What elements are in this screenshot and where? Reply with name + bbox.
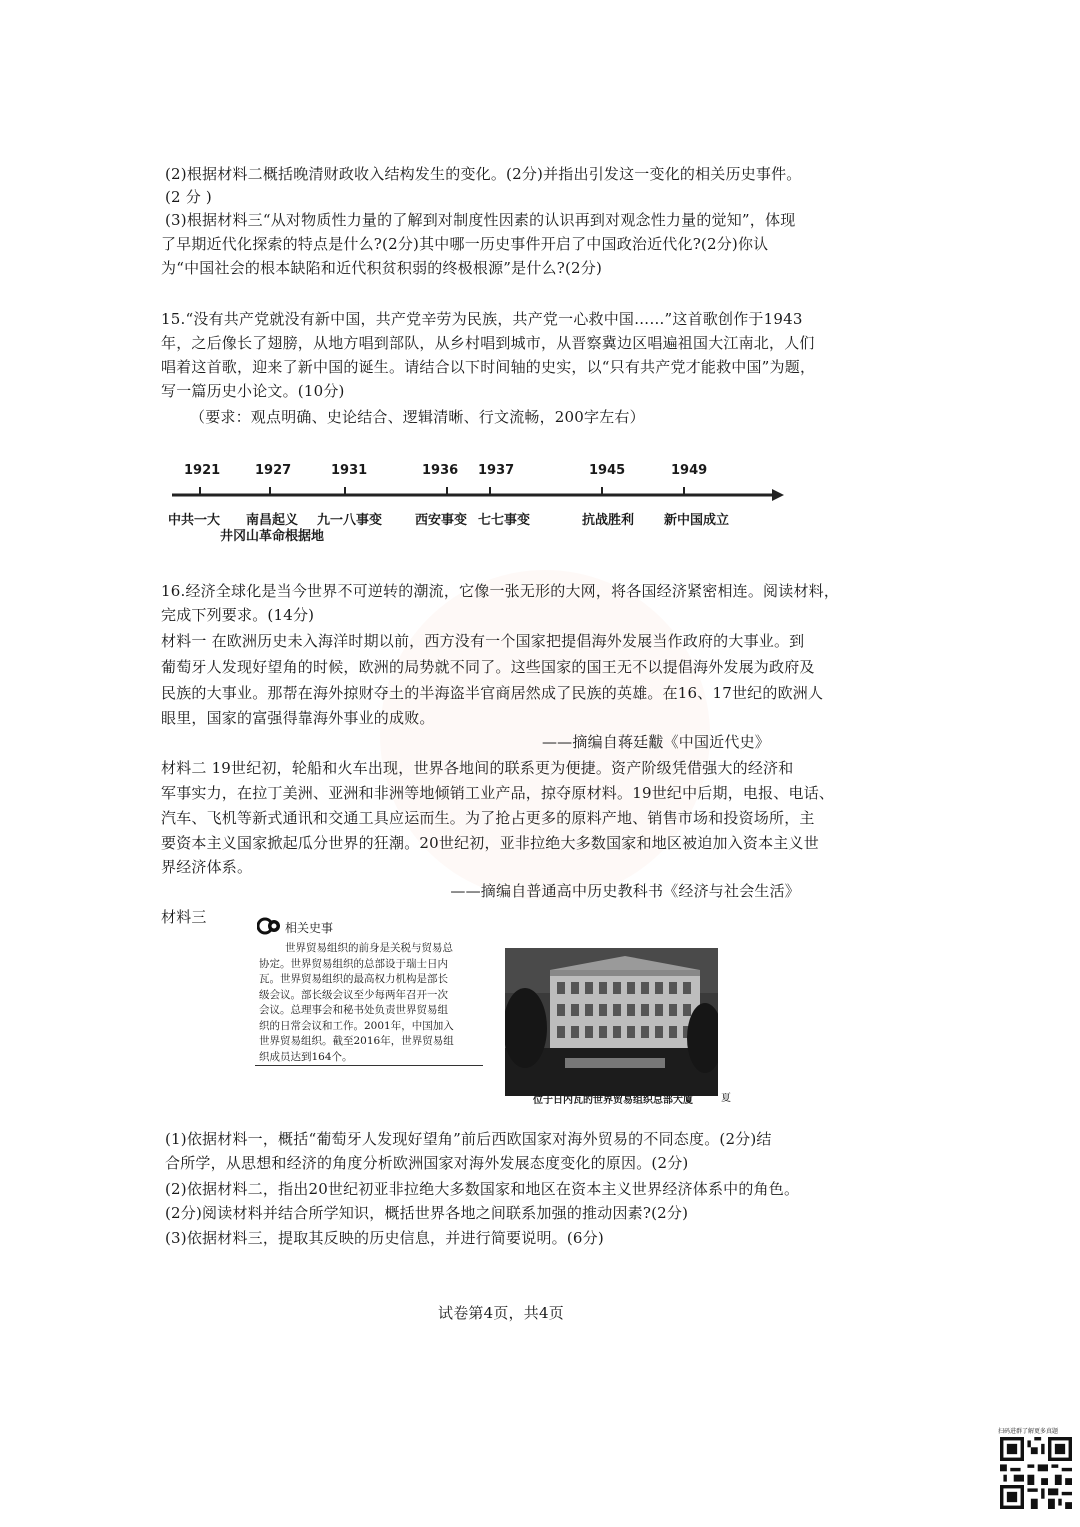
- book-icon: [257, 916, 281, 936]
- material1-line3: 民族的大事业。那帮在海外掠财夺土的半海盗半官商居然成了民族的英雄。在16、17世纪的欧洲人: [161, 684, 824, 702]
- material2-line2: 军事实力，在拉丁美洲、亚洲和非洲等地倾销工业产品，掠夺原材料。19世纪中后期，电报、电话、: [161, 784, 835, 802]
- q15-line2: 年，之后像长了翅膀，从地方唱到部队，从乡村唱到城市，从晋察冀边区唱遍祖国大江南北，人们: [161, 334, 815, 352]
- related-history-line: 世界贸易组织。截至2016年，世界贸易组: [259, 1035, 454, 1047]
- timeline-year: 1927: [255, 463, 292, 478]
- related-history-line: 世界贸易组织的前身是关税与贸易总: [285, 942, 453, 954]
- timeline-year: 1949: [671, 463, 708, 478]
- material1-line4: 眼里，国家的富强得靠海外事业的成败。: [161, 709, 435, 727]
- q16-ask1-line2: 合所学，从思想和经济的角度分析欧洲国家对海外发展态度变化的原因。(2分): [165, 1154, 689, 1172]
- material2-line5: 界经济体系。: [161, 858, 253, 876]
- timeline-event: 抗战胜利: [582, 513, 635, 528]
- q15-line4: 写一篇历史小论文。(10分): [161, 382, 345, 400]
- timeline-event: 西安事变: [415, 513, 468, 528]
- related-history-line: 织成员达到164个。: [259, 1050, 353, 1063]
- related-history-box: [255, 913, 483, 1066]
- related-history-line: 协定。世界贸易组织的总部设于瑞士日内: [259, 957, 448, 970]
- q15-line3: 唱着这首歌，迎来了新中国的诞生。请结合以下时间轴的史实，以“只有共产党才能救中国”为题，: [161, 358, 816, 376]
- related-history-text: [259, 941, 481, 1065]
- timeline-year: 1921: [184, 463, 221, 478]
- q16-ask2-line1: (2)依据材料二，指出20世纪初亚非拉绝大多数国家和地区在资本主义世界经济体系中的角色。: [165, 1180, 800, 1198]
- related-history-heading: 相关史事: [285, 921, 334, 935]
- photo-caption: 位于日内瓦的世界贸易组织总部大厦: [533, 1095, 693, 1106]
- material1-source: ——摘编自蒋廷黻《中国近代史》: [541, 733, 770, 751]
- material3-figure: [255, 913, 731, 1108]
- related-history-line: 织的日常会议和工作。2001年，中国加入: [259, 1019, 454, 1032]
- material2-line4: 要资本主义国家掀起瓜分世界的狂潮。20世纪初，亚非拉绝大多数国家和地区被迫加入资本主义世: [161, 834, 819, 852]
- wto-headquarters-photo: [505, 948, 718, 1096]
- q16-line1: 16.经济全球化是当今世界不可逆转的潮流，它像一张无形的大网，将各国经济紧密相连。阅读材料，: [161, 582, 840, 600]
- q16-ask3: (3)依据材料三，提取其反映的历史信息，并进行简要说明。(6分): [165, 1229, 604, 1247]
- material1-line2: 葡萄牙人发现好望角的时候，欧洲的局势就不同了。这些国家的国王无不以提倡海外发展为政府及: [161, 658, 815, 676]
- timeline-year: 1931: [331, 463, 368, 478]
- timeline-event: 七七事变: [478, 513, 531, 528]
- q16-line2: 完成下列要求。(14分): [161, 606, 315, 624]
- q16-ask2-line2: (2分)阅读材料并结合所学知识，概括世界各地之间联系加强的推动因素?(2分): [165, 1204, 689, 1222]
- timeline: [160, 456, 800, 546]
- qr-code-icon[interactable]: [1000, 1437, 1072, 1509]
- qr-label: 扫码进群了解更多真题: [998, 1428, 1059, 1435]
- timeline-year: 1937: [478, 463, 515, 478]
- timeline-event: 中共一大: [168, 513, 221, 528]
- material2-source: ——摘编自普通高中历史教科书《经济与社会生活》: [450, 882, 800, 900]
- q15-requirement: （要求：观点明确、史论结合、逻辑清晰、行文流畅，200字左右）: [190, 408, 645, 426]
- material3-label: 材料三: [161, 908, 207, 926]
- timeline-event: 九一八事变: [317, 513, 383, 528]
- material2-line1: 材料二 19世纪初，轮船和火车出现，世界各地间的联系更为便捷。资产阶级凭借强大的经济和: [161, 759, 794, 777]
- q14-sub2-line2: (2 分 ): [165, 188, 212, 206]
- related-history-line: 会议。总理事会和秘书处负责世界贸易组: [259, 1004, 448, 1016]
- q15-line1: 15.“没有共产党就没有新中国，共产党辛劳为民族，共产党一心救中国……”这首歌创作于1943: [161, 310, 803, 328]
- q14-sub2-line1: (2)根据材料二概括晚清财政收入结构发生的变化。(2分)并指出引发这一变化的相关历史事件。: [165, 165, 802, 183]
- q14-sub3-line1: (3)根据材料三“从对物质性力量的了解到对制度性因素的认识再到对观念性力量的觉知”，体现: [165, 211, 796, 229]
- q14-sub3-line2: 了早期近代化探索的特点是什么?(2分)其中哪一历史事件开启了中国政治近代化?(2分)你认: [161, 235, 769, 253]
- material2-line3: 汽车、飞机等新式通讯和交通工具应运而生。为了抢占更多的原料产地、销售市场和投资场所，主: [161, 809, 815, 827]
- related-history-line: 级会议。部长级会议至少每两年召开一次: [259, 988, 448, 1001]
- q14-sub3-line3: 为“中国社会的根本缺陷和近代积贫积弱的终极根源”是什么?(2分): [161, 259, 603, 277]
- timeline-event: 新中国成立: [664, 513, 730, 528]
- timeline-year: 1945: [589, 463, 626, 478]
- page-footer: 试卷第4页，共4页: [438, 1304, 564, 1322]
- timeline-event: 井冈山革命根据地: [220, 529, 325, 544]
- q16-ask1-line1: (1)依据材料一，概括“葡萄牙人发现好望角”前后西欧国家对海外贸易的不同态度。(2分)结: [165, 1130, 772, 1148]
- timeline-event: 南昌起义: [246, 513, 299, 528]
- timeline-year: 1936: [422, 463, 459, 478]
- material1-line1: 材料一 在欧洲历史未入海洋时期以前，西方没有一个国家把提倡海外发展当作政府的大事业。到: [161, 632, 805, 650]
- side-mark: 夏: [721, 1093, 731, 1104]
- related-history-line: 瓦。世界贸易组织的最高权力机构是部长: [259, 973, 448, 985]
